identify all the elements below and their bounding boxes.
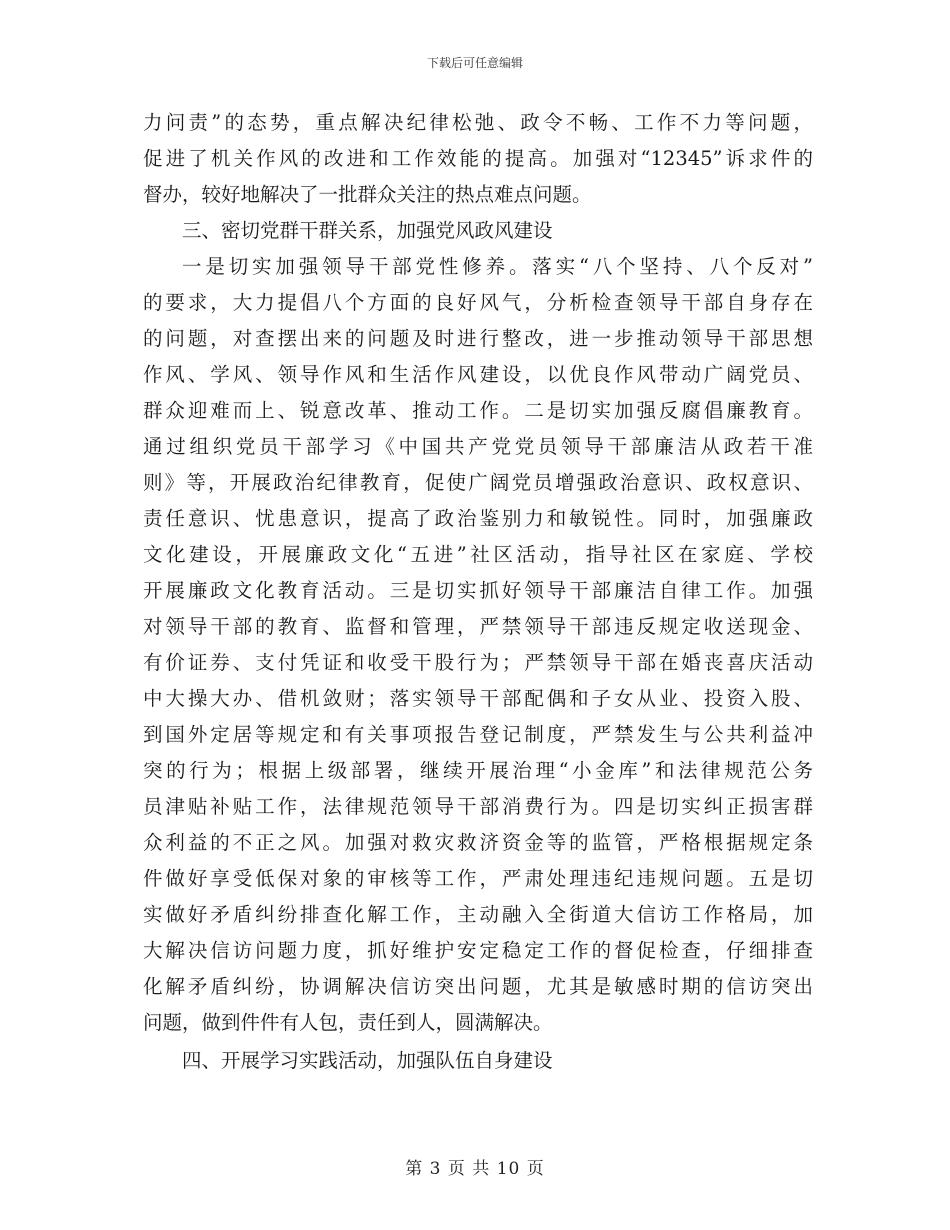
footer-prefix: 第 (405, 1159, 424, 1179)
body-line: 件做好享受低保对象的审核等工作，严肃处理违纪违规问题。五是切 (143, 867, 813, 890)
body-line: 的问题，对查摆出来的问题及时进行整改，进一步推动领导干部思想 (143, 327, 813, 350)
body-line: 到国外定居等规定和有关事项报告登记制度，严禁发生与公共利益冲 (143, 723, 813, 746)
body-line: 众利益的不正之风。加强对救灾救济资金等的监管，严格根据规定条 (143, 831, 813, 854)
section-heading-4: 四、开展学习实践活动，加强队伍自身建设 (182, 1049, 553, 1072)
body-line: 实做好矛盾纠纷排查化解工作，主动融入全街道大信访工作格局，加 (143, 903, 813, 926)
body-line: 作风、学风、领导作风和生活作风建设，以优良作风带动广阔党员、 (143, 363, 813, 386)
page-footer (0, 1154, 950, 1179)
section-heading-3: 三、密切党群干群关系，加强党风政风建设 (182, 219, 553, 242)
footer-page-number: 3 (429, 1159, 442, 1179)
body-line: 中大操大办、借机敛财；落实领导干部配偶和子女从业、投资入股、 (143, 687, 813, 710)
footer-middle: 页 共 (447, 1159, 491, 1179)
body-line: 通过组织党员干部学习《中国共产党党员领导干部廉洁从政若干准 (143, 435, 813, 458)
body-line: 问题，做到件件有人包，责任到人，圆满解决。 (143, 1011, 553, 1034)
body-line: 力问责”的态势，重点解决纪律松弛、政令不畅、工作不力等问题， (143, 111, 813, 134)
body-line: 督办，较好地解决了一批群众关注的热点难点问题。 (143, 183, 592, 206)
page-header: 下载后可任意编辑 (426, 56, 523, 70)
body-line: 文化建设，开展廉政文化“五进”社区活动，指导社区在家庭、学校 (143, 543, 813, 566)
document-body (143, 105, 813, 1079)
body-line: 大解决信访问题力度，抓好维护安定稳定工作的督促检查，仔细排查 (143, 939, 813, 962)
body-line: 一是切实加强领导干部党性修养。落实“八个坚持、八个反对” (182, 255, 813, 278)
body-line: 有价证券、支付凭证和收受干股行为；严禁领导干部在婚丧喜庆活动 (143, 651, 813, 674)
body-line: 化解矛盾纠纷，协调解决信访突出问题，尤其是敏感时期的信访突出 (143, 975, 813, 998)
body-line: 对领导干部的教育、监督和管理，严禁领导干部违反规定收送现金、 (143, 615, 813, 638)
body-line: 员津贴补贴工作，法律规范领导干部消费行为。四是切实纠正损害群 (143, 795, 813, 818)
body-line: 则》等，开展政治纪律教育，促使广阔党员增强政治意识、政权意识、 (143, 471, 813, 494)
footer-total-pages: 10 (496, 1159, 521, 1179)
body-line: 促进了机关作风的改进和工作效能的提高。加强对“12345”诉求件的 (143, 147, 813, 170)
body-line: 群众迎难而上、锐意改革、推动工作。二是切实加强反腐倡廉教育。 (143, 399, 813, 422)
body-line: 的要求，大力提倡八个方面的良好风气，分析检查领导干部自身存在 (143, 291, 813, 314)
body-line: 责任意识、忧患意识，提高了政治鉴别力和敏锐性。同时，加强廉政 (143, 507, 813, 530)
body-line: 开展廉政文化教育活动。三是切实抓好领导干部廉洁自律工作。加强 (143, 579, 813, 602)
footer-suffix: 页 (526, 1159, 545, 1179)
body-line: 突的行为；根据上级部署，继续开展治理“小金库”和法律规范公务 (143, 759, 813, 782)
